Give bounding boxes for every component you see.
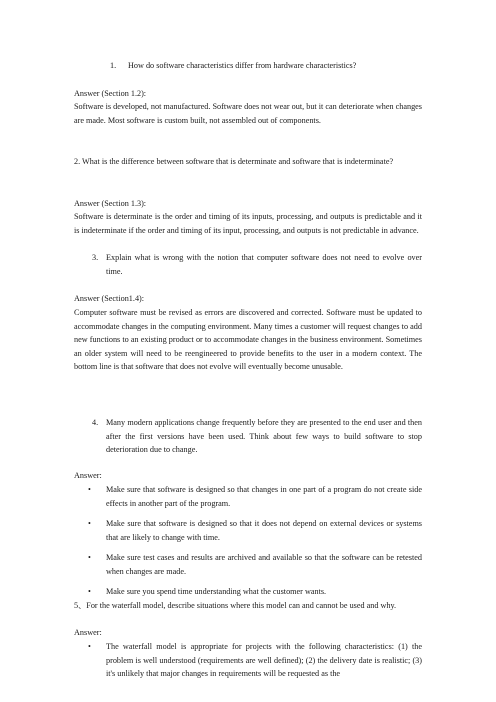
- question-5: 5、For the waterfall model, describe situations where this model can and cannot be used and why.: [74, 601, 397, 610]
- question-2: 2. What is the difference between software that is determinate and software that is indeterminate?: [74, 157, 394, 166]
- answer-5-label: Answer:: [74, 628, 102, 637]
- question-text: Explain what is wrong with the notion that computer software does not need to evolve over time.: [106, 253, 422, 276]
- bullet-text: The waterfall model is appropriate for projects with the following characteristics: (1) the problem is well understood (requirements are well defined); (2) the delivery date is realistic; (3) it's unlikely that major changes in requirements will be requested as the: [106, 642, 422, 679]
- bullet-icon: •: [88, 587, 91, 596]
- answer-4-bullet-3: [74, 551, 422, 578]
- answer-3-label: Answer (Section1.4):: [74, 294, 145, 303]
- bullet-text: Make sure that software is designed so that changes in one part of a program do not create side effects in another part of the program.: [106, 485, 422, 508]
- answer-4-label: Answer:: [74, 471, 102, 480]
- bullet-text: Make sure test cases and results are archived and available so that the software can be retested when changes are made.: [106, 553, 422, 576]
- answer-2-label: Answer (Section 1.3):: [74, 199, 147, 208]
- answer-4-bullet-2: [74, 517, 422, 544]
- bullet-text: Make sure you spend time understanding what the customer wants.: [106, 587, 327, 596]
- answer-4-bullet-1: [74, 483, 422, 510]
- question-1: [74, 59, 422, 73]
- question-text: How do software characteristics differ from hardware characteristics?: [128, 61, 357, 70]
- question-text: Many modern applications change frequently before they are presented to the end user and then after the first versions have been used. Think about few ways to build software to stop deterioration due to change.: [106, 418, 422, 455]
- answer-3-text: Computer software must be revised as errors are discovered and corrected. Software must be updated to accommodate changes in the computing environment. Many times a customer will request changes to add new functions to an existing product or to accommodate changes in the business environment. Sometimes an older system will need to be reengineered to provide benefits to the user in a modern context. The bottom line is that software that does not evolve will eventually become unusable.: [74, 308, 422, 372]
- answer-4-bullet-4: [74, 585, 422, 599]
- answer-1-label: Answer (Section 1.2):: [74, 89, 147, 98]
- question-4: [74, 416, 422, 457]
- bullet-icon: •: [88, 485, 91, 494]
- answer-2-text: Software is determinate is the order and timing of its inputs, processing, and outputs is predictable and it is indeterminate if the order and timing of its input, processing, and outputs is not predictable in advance.: [74, 212, 422, 235]
- answer-1-text: Software is developed, not manufactured. Software does not wear out, but it can deteriorate when changes are made. Most software is custom built, not assembled out of components.: [74, 102, 422, 125]
- bullet-icon: •: [88, 519, 91, 528]
- answer-5-bullet-1: [74, 640, 422, 681]
- bullet-text: Make sure that software is designed so that it does not depend on external devices or systems that are likely to change with time.: [106, 519, 422, 542]
- question-number: 4.: [92, 418, 99, 427]
- question-number: 1.: [110, 61, 117, 70]
- bullet-icon: •: [88, 553, 91, 562]
- question-3: [74, 251, 422, 278]
- bullet-icon: •: [88, 642, 91, 651]
- question-number: 3.: [92, 253, 99, 262]
